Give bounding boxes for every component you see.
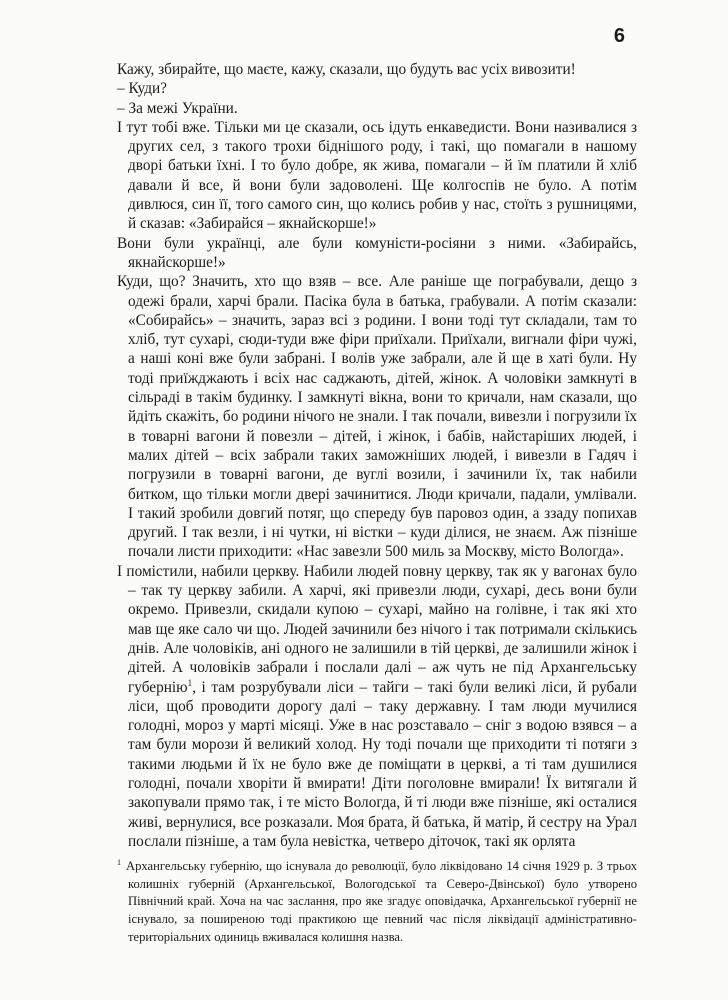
footnote-marker: 1 (117, 858, 121, 867)
paragraph-text: І помістили, набили церкву. Набили людей повну церкву, так як у вагонах було – так ту церкву забили. А харчі, які привезли люди, сухарі, десь вони були окремо. Привезли, скидали купою – сухарі, майно на голівне, і так які хто мав ще яке сало чи що. Людей зачинили без нічого і так потримали скількись днів. Але чоловіків, ані одного не залишили в тій церкві, де залишили жінок і дітей. А чоловіків забрали і послали далі – аж чуть не під Архангельську губернію (117, 562, 637, 696)
paragraph: – За межі України. (117, 99, 238, 117)
body-text (117, 60, 637, 851)
footnote (117, 854, 637, 946)
page-number: 6 (613, 25, 625, 47)
paragraph: Кажу, збирайте, що маєте, кажу, сказали, що будуть вас усіх вивозити! (117, 61, 576, 78)
paragraph (117, 562, 637, 851)
footnote-text-block (117, 854, 637, 946)
paragraph: І тут тобі вже. Тільки ми це сказали, ось ідуть енкаведисти. Вони називалися з других сел, з такого трохи біднішого роду, і такі, що помагали в нашому дворі батьки їхні. І то було добре, як жива, помагали – й їм платили й хліб давали й все, й вони були задоволені. Ще колгоспів не було. А потім дивлюся, син її, того самого син, що колись робив у нас, стоїть з рушницями, й сказав: «Забирайся – якнайскорше!» (117, 118, 637, 233)
paragraph: Вони були українці, але були комуністи-росіяни з ними. «Забирайсь, якнайскорше!» (117, 234, 637, 271)
footnote-text: Архангельську губернію, що існувала до революції, було ліквідовано 14 січня 1929 р. З трьох колишніх губерній (Архангельської, Вологодської та Северо-Двінської) було утворено Північний край. Хоча на час заслання, про яке згадує оповідачка, Архангельської губернії не існувало, за поширеною тоді практикою ще певний час після ліквідації адміністративно-територіальних одиниць вживалася колишня назва. (126, 859, 637, 944)
paragraph: Куди, що? Значить, хто що взяв – все. Але раніше ще пограбували, дещо з одежі брали, харчі брали. Пасіка була в батька, грабували. А потім сказали: «Собирайсь» – значить, зараз всі з родини. І вони тоді тут складали, там то хліб, тут сухарі, сюди-туди вже фіри приїхали. Приїхали, вигнали фіри чужі, а наші коні вже були забрані. І волів уже забрали, але й ще в хаті були. Ну тоді приїжджають і всіх нас саджають, дітей, жінок. А чоловіки замкнуті в сільраді в такім будинку. І замкнуті вікна, вони то кричали, нам сказали, що йдіть скажіть, бо родини нічого не знали. І так почали, вивезли і погрузили їх в товарні вагони й повезли – дітей, і жінок, і бабів, найстаріших людей, і малих дітей – всіх забрали таких заможніших людей, і вивезли в Гадяч і погрузили в товарні вагони, де вуглі возили, і зачинили їх, так набили битком, що тільки могли двері зачинитися. Люди кричали, падали, умлівали. І такий зробили довгий потяг, що спереду був паровоз один, а ззаду попихав другий. І так везли, і ні чутки, ні вістки – куди ділися, не знаєм. Аж пізніше почали листи приходити: «Нас завезли 500 миль за Москву, місто Вологда». (117, 273, 637, 561)
footnote-reference: 1 (187, 677, 193, 688)
paragraph: – Куди? (117, 80, 167, 98)
paragraph-text-continued: , і там розрубували ліси – тайги – такі були великі ліси, й рубали ліси, щоб проводити дорогу далі – таку державну. І там люди мучилися голодні, мороз у марті місяці. Уже в нас розставало – сніг з водою взявся – а там були морози й великий холод. Ну тоді почали ще приходити ті потяги з такими людьми й їх не було вже де поміщати в церкві, а ті там душилися голодні, почали хворіти й вмирати! Діти поголовне вмирали! Їх витягали й закопували прямо так, і те місто Вологда, й ті люди вже пізніше, які осталися живі, вернулися, все розказали. Моя брата, й батька, й матір, й сестру на Урал послали пізніше, а там була невістка, четверо діточок, такі як орлята (128, 678, 637, 850)
